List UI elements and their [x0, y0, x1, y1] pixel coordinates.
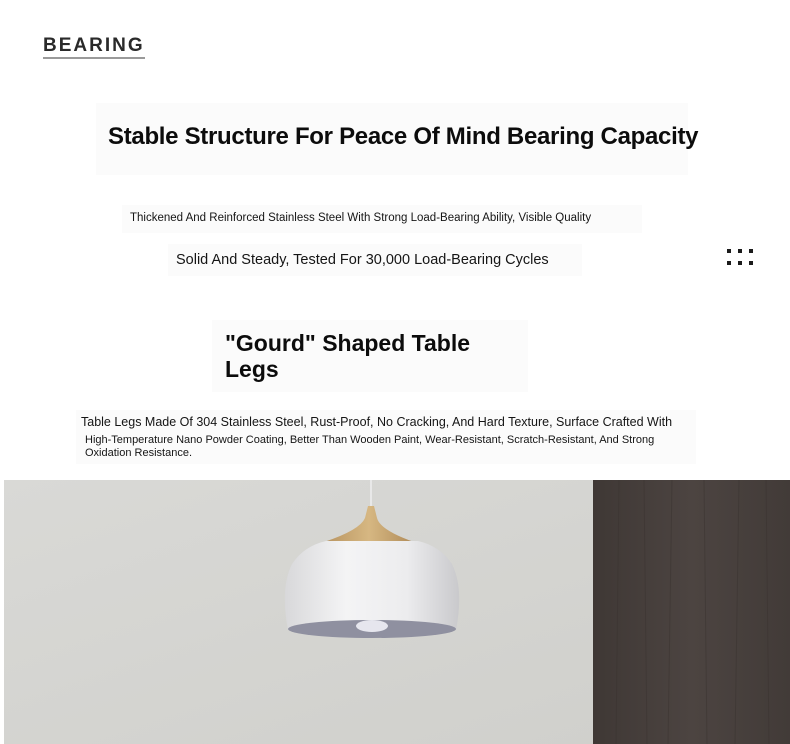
section-title: "Gourd" Shaped Table Legs — [225, 330, 471, 382]
grid-dots-icon[interactable] — [726, 247, 754, 267]
product-photo — [4, 480, 790, 744]
grid-dot — [738, 261, 742, 265]
grid-dot — [727, 249, 731, 253]
grid-dot — [727, 261, 731, 265]
lamp-shade — [285, 541, 459, 630]
brand-label: BEARING — [43, 36, 145, 59]
grid-dot — [749, 261, 753, 265]
paragraph-line-1: Table Legs Made Of 304 Stainless Steel, Rust-Proof, No Cracking, And Hard Texture, Surface Crafted With — [81, 415, 673, 429]
pendant-lamp-scene — [4, 480, 790, 744]
grid-dot — [738, 249, 742, 253]
lamp-bulb — [356, 620, 388, 632]
subline-2: Solid And Steady, Tested For 30,000 Load-Bearing Cycles — [176, 252, 549, 268]
subline-1: Thickened And Reinforced Stainless Steel With Strong Load-Bearing Ability, Visible Quality — [130, 212, 592, 224]
paragraph-rest: High-Temperature Nano Powder Coating, Better Than Wooden Paint, Wear-Resistant, Scratch-Resistant, And Strong Oxidation Resistance. — [85, 434, 655, 459]
wood-panel — [593, 480, 790, 744]
page-headline: Stable Structure For Peace Of Mind Bearing Capacity — [108, 123, 699, 150]
grid-dot — [749, 249, 753, 253]
